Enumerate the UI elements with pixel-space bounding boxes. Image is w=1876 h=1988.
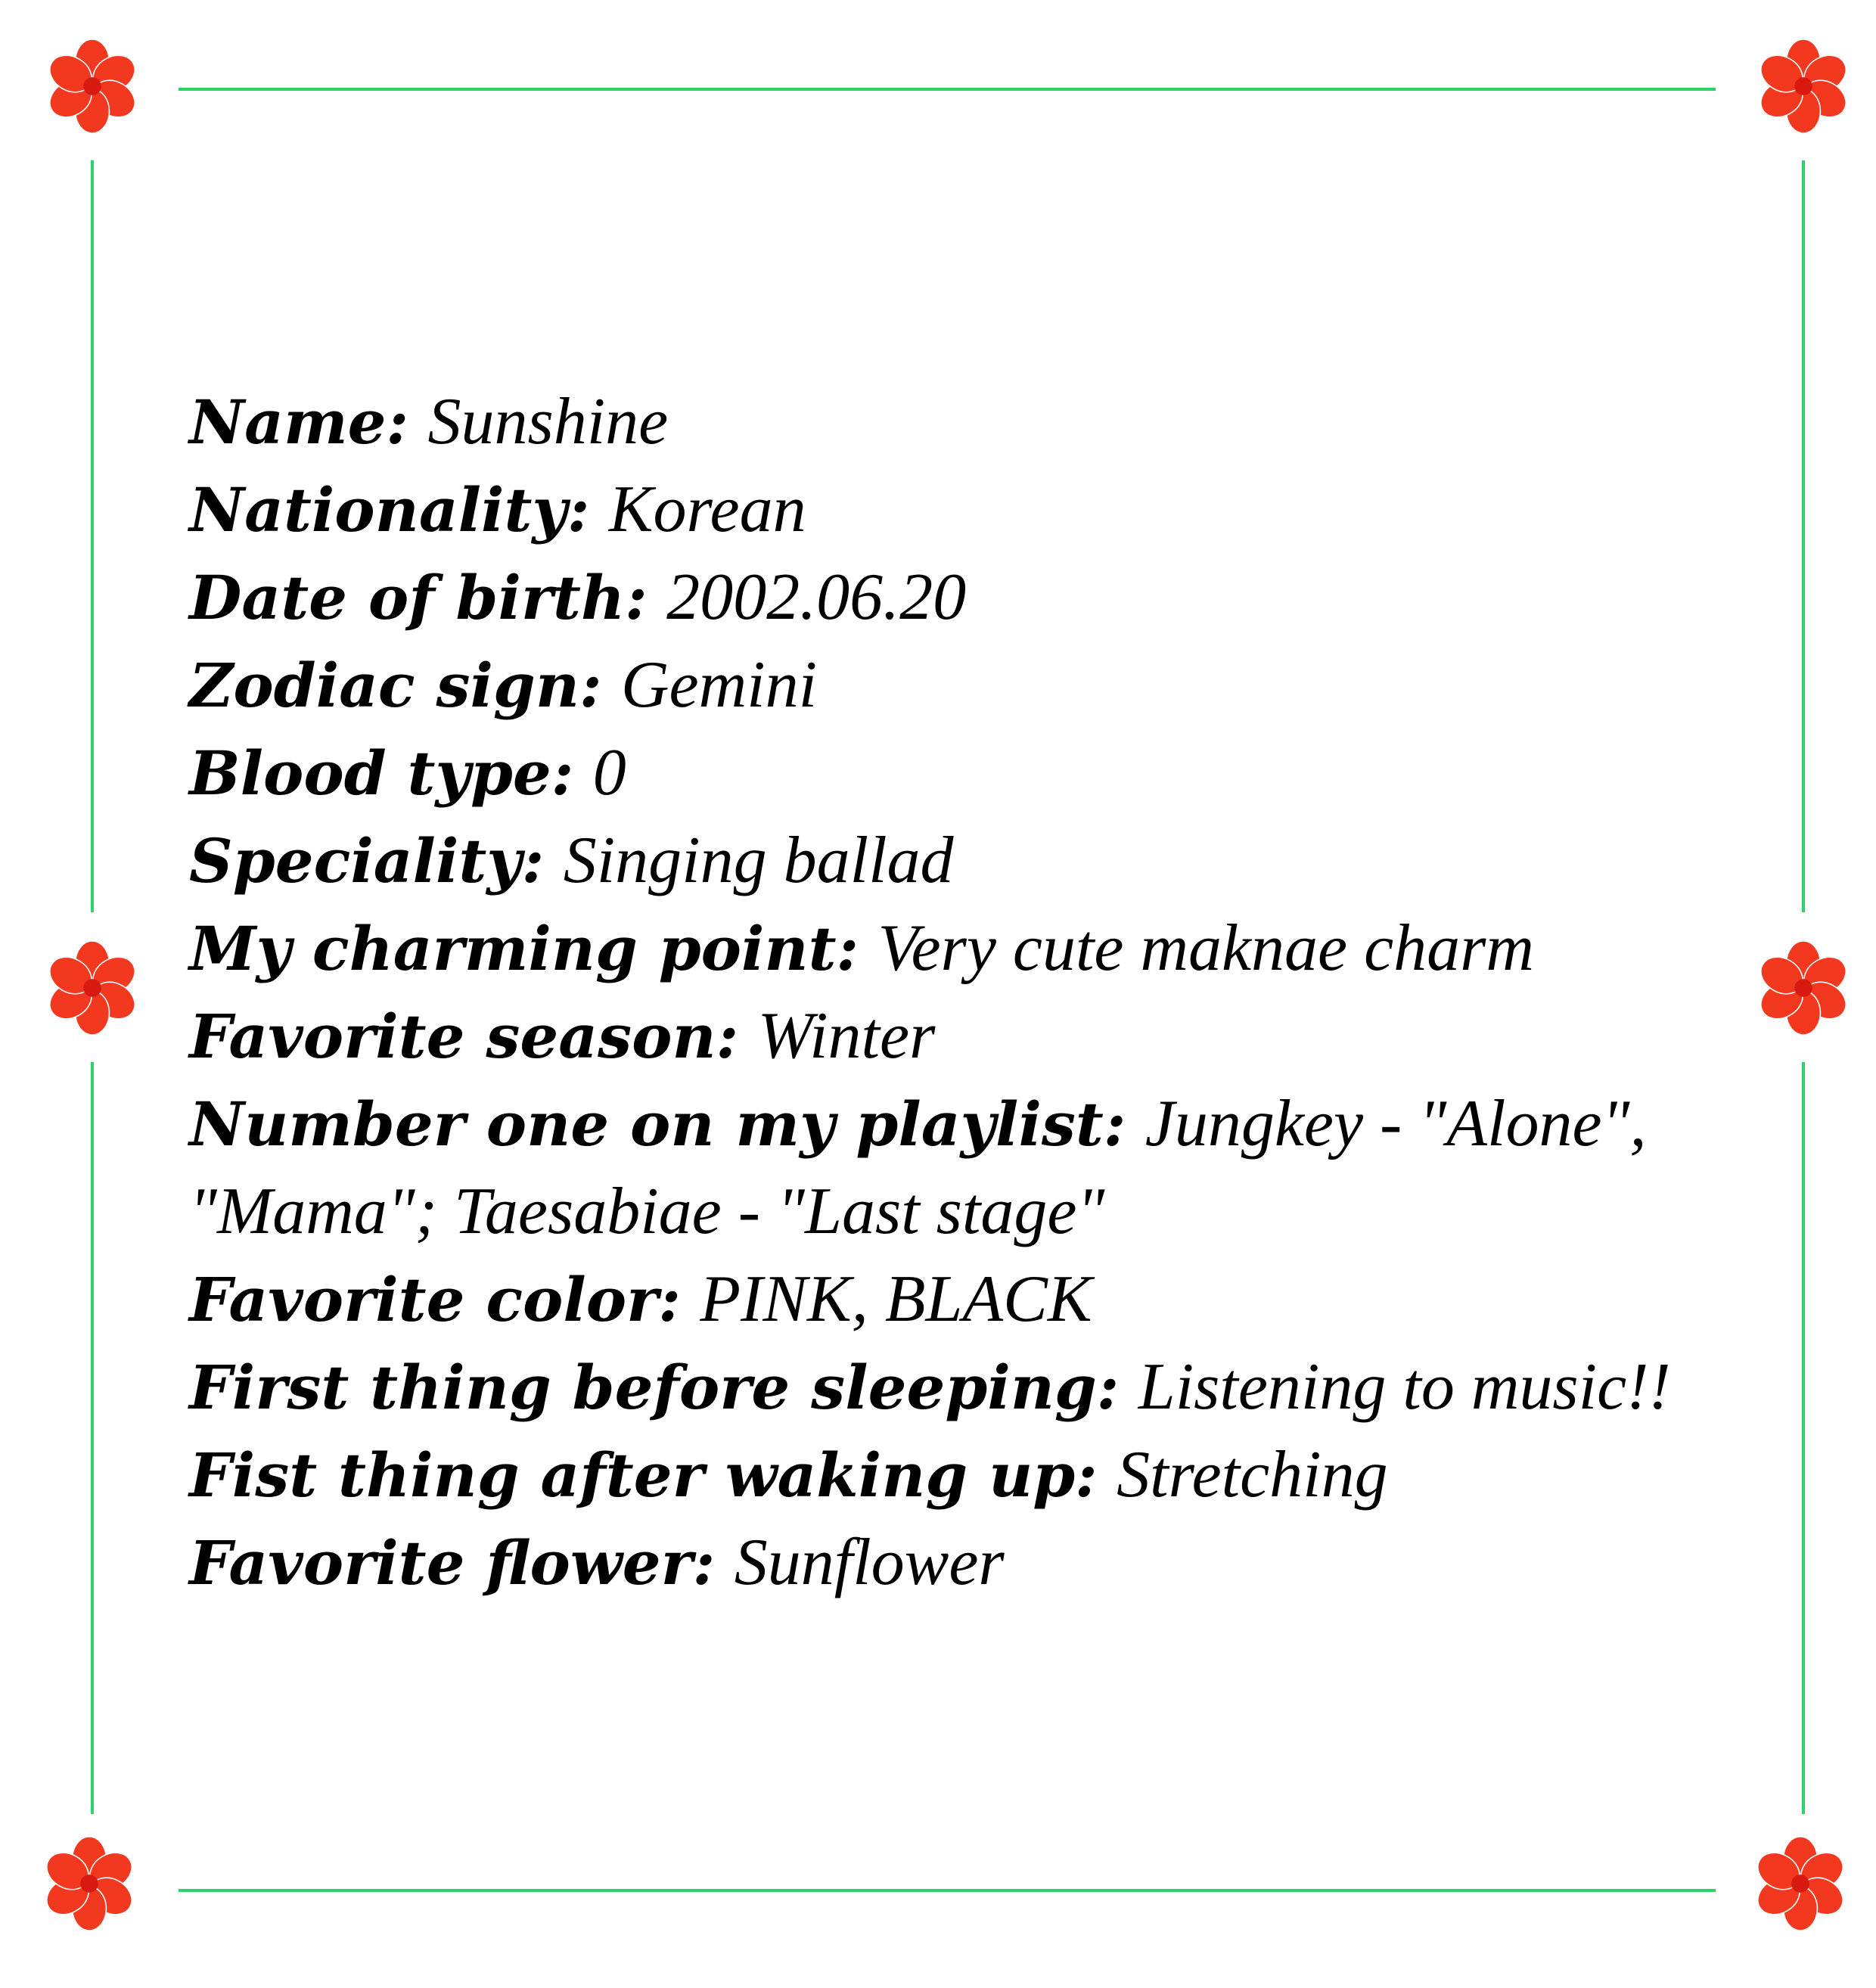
- profile-list: [189, 378, 1702, 1607]
- row-key: Number one on my playlist:: [189, 1089, 1126, 1160]
- frame-right-upper-line: [1802, 160, 1805, 912]
- flower-icon: [42, 938, 142, 1038]
- row-key: My charming point:: [189, 913, 859, 984]
- frame-bottom-line: [179, 1889, 1716, 1892]
- profile-row-favorite-season: [189, 992, 1702, 1080]
- row-value: Jungkey - "Alone",: [1145, 1087, 1647, 1160]
- row-key: Date of birth:: [189, 562, 648, 633]
- row-key: Favorite season:: [189, 1001, 739, 1072]
- frame-top-line: [179, 88, 1716, 91]
- profile-row-charming-point: [189, 905, 1702, 992]
- row-value: 2002.06.20: [666, 561, 967, 634]
- frame-left-lower-line: [91, 1062, 94, 1814]
- profile-row-before-sleeping: [189, 1343, 1702, 1431]
- row-value: Listening to music!!: [1138, 1350, 1671, 1424]
- frame-right-lower-line: [1802, 1062, 1805, 1814]
- row-value: "Mama"; Taesabiae - "Last stage": [189, 1175, 1105, 1248]
- profile-row-speciality: [189, 817, 1702, 905]
- row-value: Korean: [608, 473, 806, 546]
- row-key: Zodiac sign:: [189, 650, 602, 721]
- profile-row-after-waking: [189, 1431, 1702, 1519]
- profile-row-nationality: [189, 466, 1702, 554]
- row-key: Nationality:: [189, 474, 590, 545]
- row-key: Fist thing after waking up:: [189, 1440, 1098, 1511]
- flower-icon: [42, 36, 142, 136]
- row-value: Sunshine: [427, 385, 669, 458]
- flower-icon: [1753, 938, 1853, 1038]
- row-value: Gemini: [620, 648, 818, 722]
- row-value: PINK, BLACK: [700, 1263, 1092, 1336]
- row-value: Singing ballad: [563, 824, 954, 897]
- flower-icon: [39, 1834, 139, 1934]
- flower-icon: [1753, 36, 1853, 136]
- profile-row-playlist-continued: [189, 1168, 1702, 1256]
- profile-row-blood-type: [189, 729, 1702, 817]
- row-value: 0: [592, 736, 626, 809]
- row-key: Favorite color:: [189, 1264, 681, 1335]
- row-key: First thing before sleeping:: [189, 1352, 1120, 1423]
- row-value: Sunflower: [734, 1526, 1005, 1599]
- profile-row-favorite-color: [189, 1256, 1702, 1343]
- profile-row-name: [189, 378, 1702, 466]
- row-value: Very cute maknae charm: [877, 912, 1534, 985]
- row-value: Winter: [757, 999, 936, 1073]
- row-key: Name:: [189, 387, 409, 458]
- frame-left-upper-line: [91, 160, 94, 912]
- profile-row-date-of-birth: [189, 554, 1702, 641]
- row-key: Favorite flower:: [189, 1527, 716, 1598]
- profile-row-zodiac-sign: [189, 641, 1702, 729]
- row-key: Blood type:: [189, 738, 574, 809]
- row-key: Speciality:: [189, 825, 545, 896]
- profile-row-playlist: [189, 1080, 1702, 1168]
- profile-row-favorite-flower: [189, 1519, 1702, 1607]
- row-value: Stretching: [1117, 1438, 1388, 1511]
- flower-icon: [1750, 1834, 1850, 1934]
